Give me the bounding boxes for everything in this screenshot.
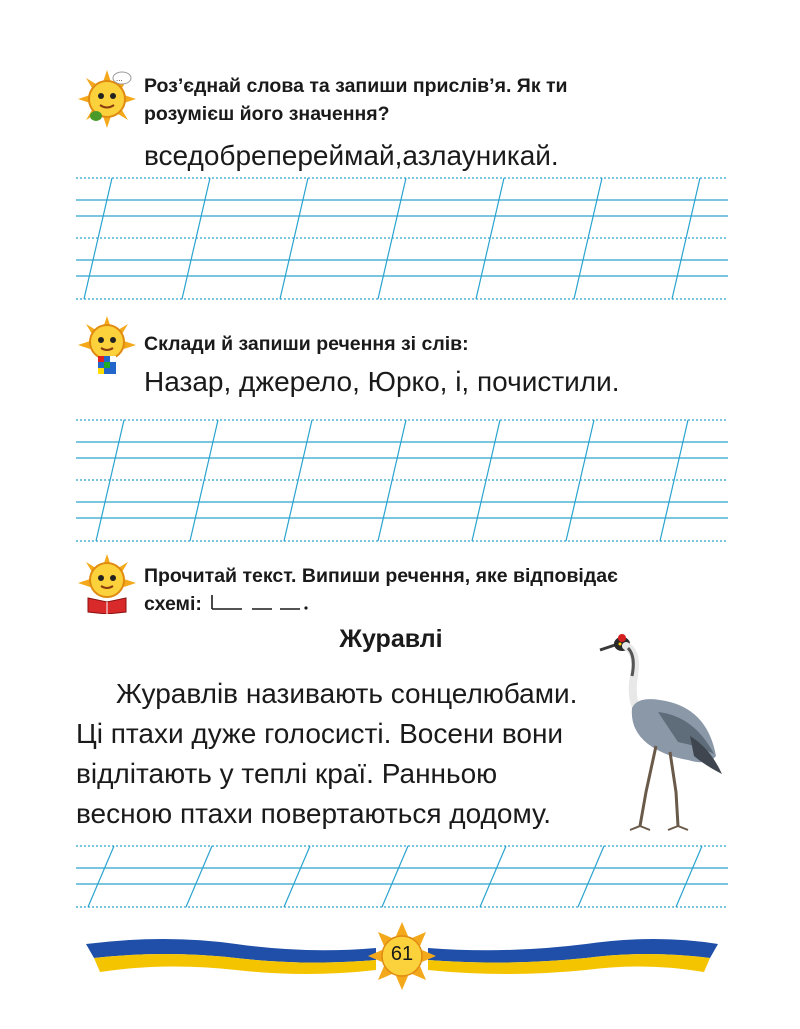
task3-instruction: [144, 562, 618, 618]
task3-instruction-line2: [144, 590, 618, 618]
svg-text:...: ...: [116, 74, 123, 83]
story-line-2: Ці птахи дуже голосисті. Восени вони: [76, 718, 564, 749]
page-number: 61: [390, 943, 414, 965]
task1-instruction-line1: Роз’єднай слова та запиши прислів’я. Як ти: [144, 75, 568, 97]
task2-words: Назар, джерело, Юрко, і, почистили.: [144, 366, 620, 397]
crane-bird-icon: [598, 616, 726, 834]
task1-instruction: [144, 72, 568, 128]
sunflower-reading-icon: [76, 552, 138, 614]
task3-instruction-line1: Прочитай текст. Випиши речення, яке відповідає: [144, 565, 618, 587]
sunflower-cube-icon: [76, 314, 138, 376]
task3-scheme-label: схемі:: [144, 593, 202, 615]
task1-instruction-line2: розумієш його значення?: [144, 103, 390, 125]
sunflower-thinking-icon: [76, 68, 138, 130]
writing-lines-task2: [76, 418, 728, 544]
text-title: Журавлі: [339, 625, 443, 653]
story-line-1: Журавлів називають сонцелюбами.: [116, 678, 578, 709]
writing-lines-task1: [76, 176, 728, 302]
story-line-4: весною птахи повертаються додому.: [76, 798, 552, 829]
writing-lines-task3: [76, 844, 728, 910]
task2-instruction: Склади й запиши речення зі слів:: [144, 333, 469, 355]
task1-proverb: вседобрепереймай,азлауникай.: [144, 140, 559, 171]
story-line-3: відлітають у теплі краї. Ранньою: [76, 758, 498, 789]
story-text: [76, 674, 577, 834]
sentence-scheme-icon: [210, 593, 310, 613]
